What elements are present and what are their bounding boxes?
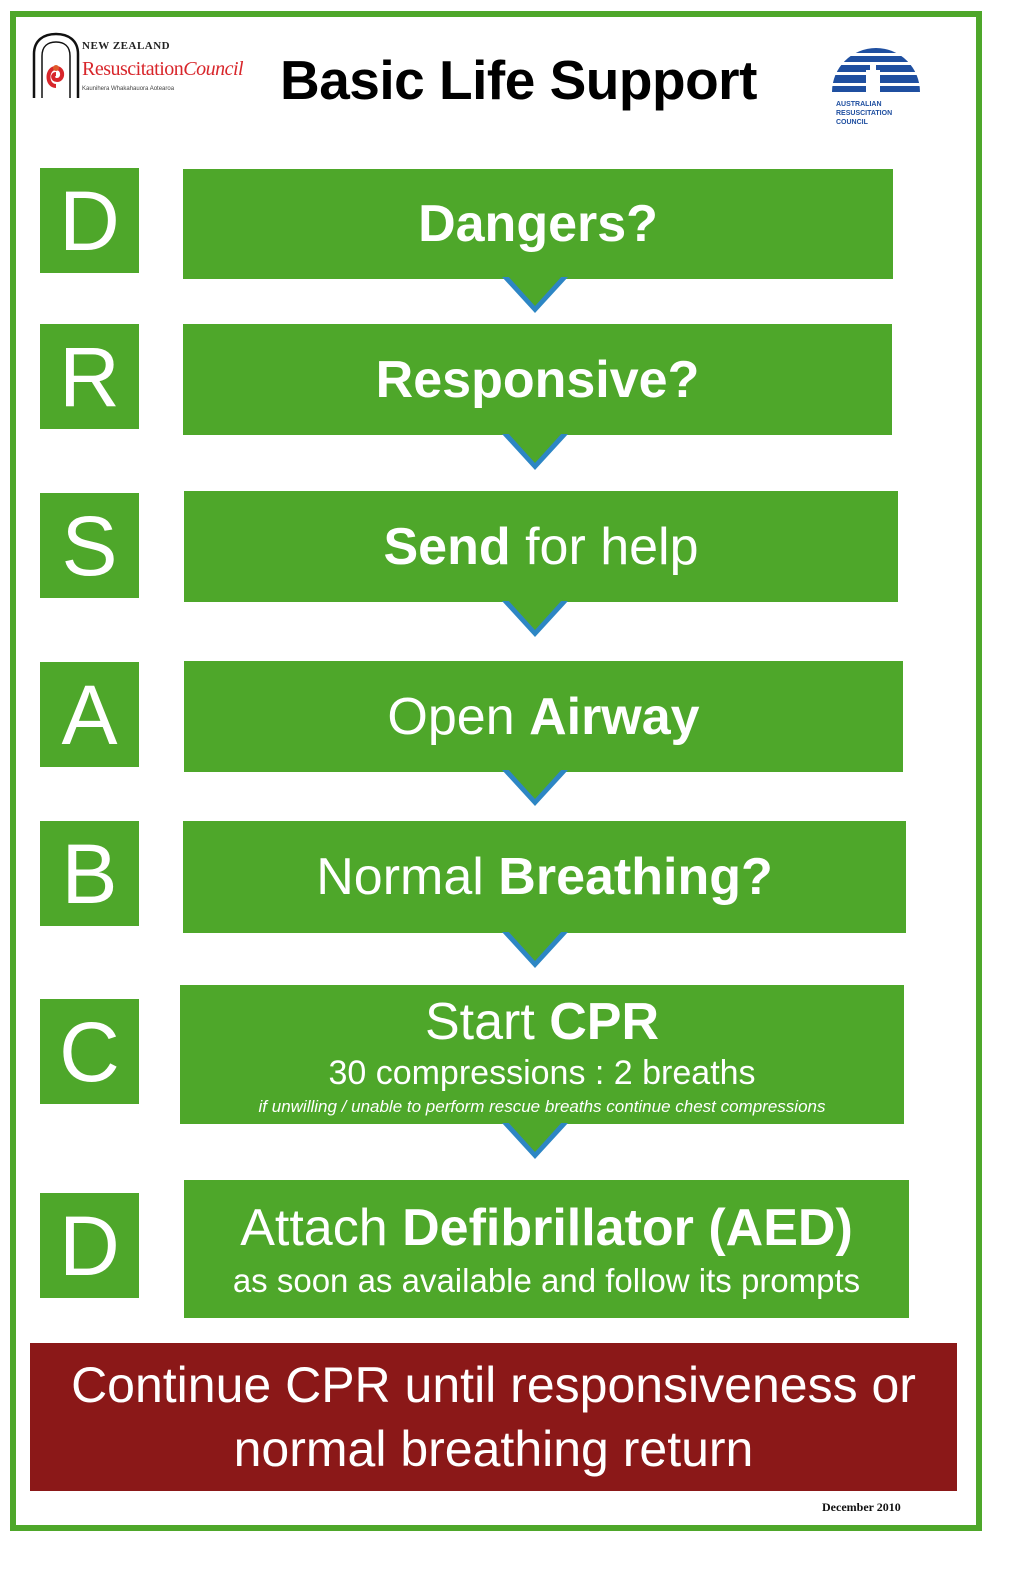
- nz-resuscitation-council-logo: [30, 28, 258, 104]
- arrow-down-icon: [502, 770, 568, 806]
- arrow-down-icon: [502, 277, 568, 313]
- nz-logo-name-part1: Resuscitation: [82, 58, 184, 80]
- step-letter-d-dangers: D: [40, 168, 139, 273]
- step-aed-text: Attach Defibrillator (AED): [240, 1199, 853, 1257]
- step-aed-bold: Defibrillator (AED): [402, 1199, 853, 1257]
- step-cpr-note: if unwilling / unable to perform rescue breaths continue chest compressions: [258, 1097, 826, 1116]
- aus-logo-line-2: RESUSCITATION: [836, 110, 893, 117]
- step-responsive-bold: Responsive?: [375, 350, 700, 409]
- step-letter-b-breathing: B: [40, 821, 139, 926]
- step-letter-s-send: S: [40, 493, 139, 598]
- nz-council-emblem-icon: [30, 28, 82, 102]
- step-cpr-text: Start CPR: [424, 993, 660, 1051]
- step-dangers-bold: Dangers?: [418, 195, 658, 253]
- step-letter-c-cpr: C: [40, 999, 139, 1104]
- step-send-bold: Send: [383, 517, 511, 576]
- continue-cpr-line-2: normal breathing return: [233, 1421, 754, 1477]
- page-title: Basic Life Support: [280, 49, 757, 111]
- step-attach-defibrillator: [184, 1180, 909, 1318]
- step-letter-a-airway: A: [40, 662, 139, 767]
- nz-logo-name: [82, 58, 243, 81]
- step-letter-d-defibrillator: D: [40, 1193, 139, 1298]
- step-responsive: [183, 324, 892, 435]
- nz-logo-name-part2: Council: [183, 58, 244, 80]
- step-dangers-text: [418, 194, 658, 254]
- step-dangers: [183, 169, 893, 279]
- revision-date: December 2010: [822, 1500, 901, 1514]
- step-normal-breathing: [183, 821, 906, 933]
- aus-logo-text: [836, 100, 892, 127]
- step-start-cpr: [180, 985, 904, 1124]
- nz-logo-top-line: NEW ZEALAND: [82, 40, 171, 52]
- step-airway-bold: Airway: [529, 687, 700, 746]
- step-open-airway: [184, 661, 903, 772]
- continue-cpr-banner: [30, 1343, 957, 1491]
- aus-logo-line-1: AUSTRALIAN: [836, 101, 882, 108]
- arrow-down-icon: [502, 601, 568, 637]
- step-send-text: Send for help: [383, 517, 699, 576]
- australian-resuscitation-council-logo: [826, 30, 926, 140]
- arrow-down-icon: [502, 434, 568, 470]
- step-cpr-bold: CPR: [549, 993, 660, 1051]
- step-responsive-text: [376, 350, 700, 410]
- step-breathing-bold: Breathing?: [498, 848, 773, 906]
- step-cpr-ratio: 30 compressions : 2 breaths: [328, 1054, 756, 1092]
- step-aed-instructions: as soon as available and follow its prompts: [232, 1262, 861, 1299]
- arrow-down-icon: [502, 932, 568, 968]
- step-send-for-help: [184, 491, 898, 602]
- step-breathing-text: Normal Breathing?: [316, 848, 773, 906]
- aus-council-emblem-icon: [826, 30, 926, 96]
- aus-logo-line-3: COUNCIL: [836, 119, 868, 126]
- nz-logo-subtitle: Kaunihera Whakahauora Aotearoa: [82, 86, 175, 92]
- arrow-down-icon: [502, 1123, 568, 1159]
- continue-cpr-line-1: Continue CPR until responsiveness or: [71, 1357, 916, 1413]
- step-letter-r-responsive: R: [40, 324, 139, 429]
- step-airway-text: Open Airway: [387, 687, 700, 746]
